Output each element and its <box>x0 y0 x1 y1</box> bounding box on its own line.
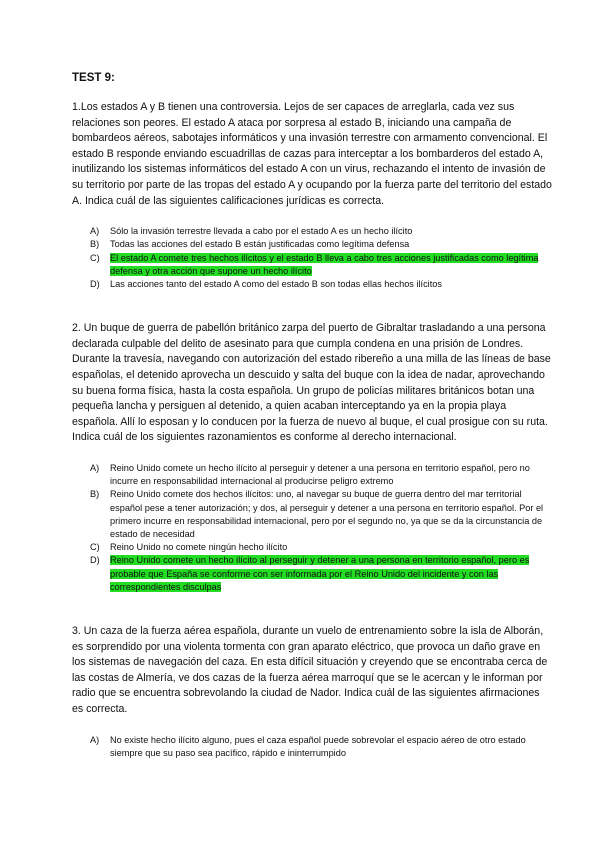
option-letter: C) <box>90 252 100 263</box>
option-letter: B) <box>90 239 100 250</box>
option-1a <box>90 225 552 238</box>
question-2-text: 2. Un buque de guerra de pabellón británico zarpa del puerto de Gibraltar trasladando a una persona declarada culpable del delito de asesinato para que cumpla condena en una prisión de Londres. Durante la travesía, navegando con autorización del estado ribereño a una milla de las líneas de base españolas, el detenido aprovecha un descuido y salta del buque con la idea de nadar, aprovechando su buena forma física, hasta la costa española. Un grupo de policías militares británicos botan una pequeña lancha y persiguen al detenido, a quien acaban interceptando ya en la propia playa española. Allí lo esposan y lo conducen por la fuerza de nuevo al buque, el cual prosigue con su ruta. Indica cuál de los siguientes razonamientos es conforme al derecho internacional. <box>72 322 551 444</box>
test-title: TEST 9: <box>72 72 115 84</box>
option-letter: D) <box>90 278 100 289</box>
option-text: Sólo la invasión terrestre llevada a cabo por el estado A es un hecho ilícito <box>110 226 413 237</box>
option-letter: C) <box>90 542 100 553</box>
option-text: Reino Unido comete un hecho ilícito al perseguir y detener a una persona en territorio español, pero no incurre en responsabilidad internacional al producirse peligro extremo <box>110 462 530 487</box>
option-text: Todas las acciones del estado B están justificadas como legítima defensa <box>110 239 410 250</box>
option-2a <box>90 462 552 488</box>
question-1-text: 1.Los estados A y B tienen una controversia. Lejos de ser capaces de arreglarla, cada vez sus relaciones son peores. El estado A ataca por sorpresa al estado B, iniciando una campaña de bombardeos aéreos, sabotajes informáticos y una invasión terrestre con armamento convencional. El estado B responde enviando escuadrillas de cazas para interceptar a los bombarderos del estado A, inutilizando los sistemas informáticos del estado A con un virus, rechazando el intento de invasión de su territorio por parte de las tropas del estado A y ocupando por la fuerza parte del territorio del estado A. Indica cuál de las siguientes calificaciones jurídicas es correcta. <box>72 101 552 207</box>
option-text: No existe hecho ilícito alguno, pues el caza español puede sobrevolar el espacio aéreo de otro estado siempre que su paso sea pacífico, rápido e ininterrumpido <box>110 734 526 758</box>
question-3-options <box>72 734 552 760</box>
option-letter: A) <box>90 226 100 237</box>
question-3-text: 3. Un caza de la fuerza aérea española, durante un vuelo de entrenamiento sobre la isla de Alborán, es sorprendido por una violenta tormenta con gran aparato eléctrico, que provoca un daño grave en los sistemas de navegación del caza. En esta difícil situación y creyendo que se encontraba cerca de las costas de Almería, ve dos cazas de la fuerza aérea marroquí que se le acercan y le informan por radio que se encuentra sobrevolando la ciudad de Nador. Indica cuál de las siguientes afirmaciones es correcta. <box>72 624 548 715</box>
option-2b <box>90 488 552 541</box>
option-text: Reino Unido comete dos hechos ilícitos: uno, al navegar su buque de guerra dentro del mar territorial español pese a tener autorización; y dos, al perseguir y detener a una persona en territorio español. Por el primero incurre en responsabilidad internacional, pero por el segundo no, ya que se da la circunstancia de estado de necesidad <box>110 489 544 539</box>
option-3a <box>90 734 552 760</box>
option-letter: D) <box>90 555 100 566</box>
option-2d <box>90 554 552 594</box>
option-text: Las acciones tanto del estado A como del estado B son todas ellas hechos ilícitos <box>110 278 442 289</box>
option-text-highlighted: Reino Unido comete un hecho ilícito al perseguir y detener a una persona en territorio español, pero es probable que España se conforme con ser informada por el Reino Unido del incidente y con las correspondientes disculpas <box>110 555 530 592</box>
option-letter: B) <box>90 489 100 500</box>
option-text: Reino Unido no comete ningún hecho ilícito <box>110 542 288 553</box>
question-2-options <box>72 462 552 594</box>
option-text-highlighted: El estado A comete tres hechos ilícitos y el estado B lleva a cabo tres acciones justificadas como legítima defensa y otra acción que supone un hecho ilícito <box>110 252 539 276</box>
option-2c <box>90 541 552 554</box>
option-letter: A) <box>90 734 100 745</box>
option-1c <box>90 252 552 278</box>
option-1d <box>90 278 552 291</box>
option-1b <box>90 238 552 251</box>
question-1-options <box>72 225 552 291</box>
option-letter: A) <box>90 462 100 473</box>
